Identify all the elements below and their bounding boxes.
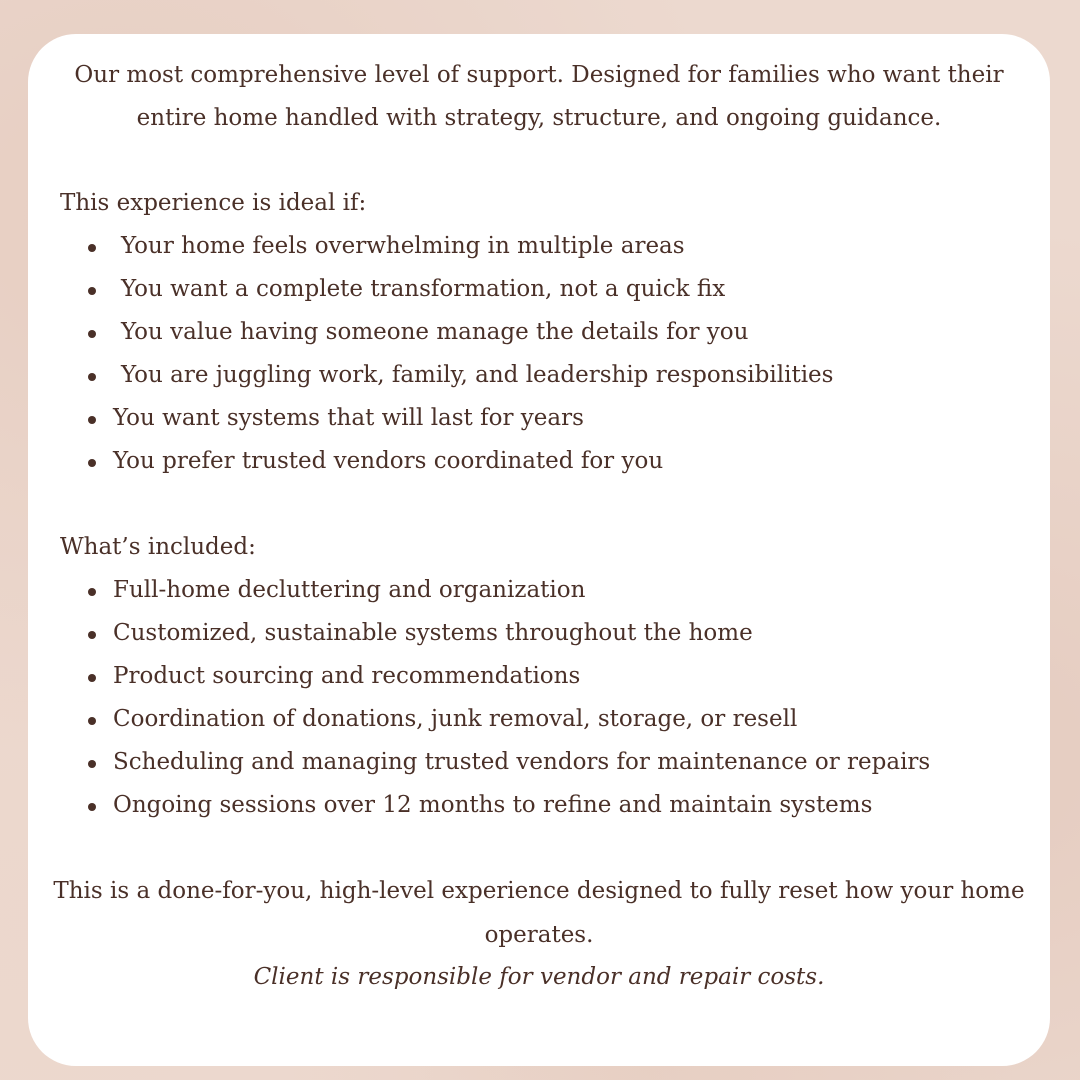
list-item: Product sourcing and recommendations bbox=[84, 655, 930, 698]
list-item: You are juggling work, family, and leadership responsibilities bbox=[84, 354, 833, 397]
list-item: You value having someone manage the details for you bbox=[84, 311, 833, 354]
list-item: Ongoing sessions over 12 months to refine and maintain systems bbox=[84, 784, 930, 827]
list-item: Coordination of donations, junk removal, storage, or resell bbox=[84, 698, 930, 741]
ideal-heading: This experience is ideal if: bbox=[60, 190, 367, 216]
cost-note: Client is responsible for vendor and repair costs. bbox=[253, 964, 825, 990]
content-card bbox=[28, 34, 1050, 1066]
list-item: Customized, sustainable systems throughout the home bbox=[84, 612, 930, 655]
list-item: Full-home decluttering and organization bbox=[84, 569, 930, 612]
list-item: You want systems that will last for years bbox=[84, 397, 833, 440]
list-item: You prefer trusted vendors coordinated for you bbox=[84, 440, 833, 483]
list-item: You want a complete transformation, not a quick fix bbox=[84, 268, 833, 311]
closing-paragraph: This is a done-for-you, high-level experience designed to fully reset how your home operates. bbox=[53, 878, 1025, 948]
list-item: Scheduling and managing trusted vendors for maintenance or repairs bbox=[84, 741, 930, 784]
intro-paragraph: Our most comprehensive level of support. Designed for families who want their entire home handled with strategy, structure, and ongoing guidance. bbox=[74, 62, 1004, 131]
included-list bbox=[84, 569, 930, 827]
list-item: Your home feels overwhelming in multiple areas bbox=[84, 225, 833, 268]
included-heading: What’s included: bbox=[60, 534, 256, 560]
ideal-list bbox=[84, 225, 833, 483]
